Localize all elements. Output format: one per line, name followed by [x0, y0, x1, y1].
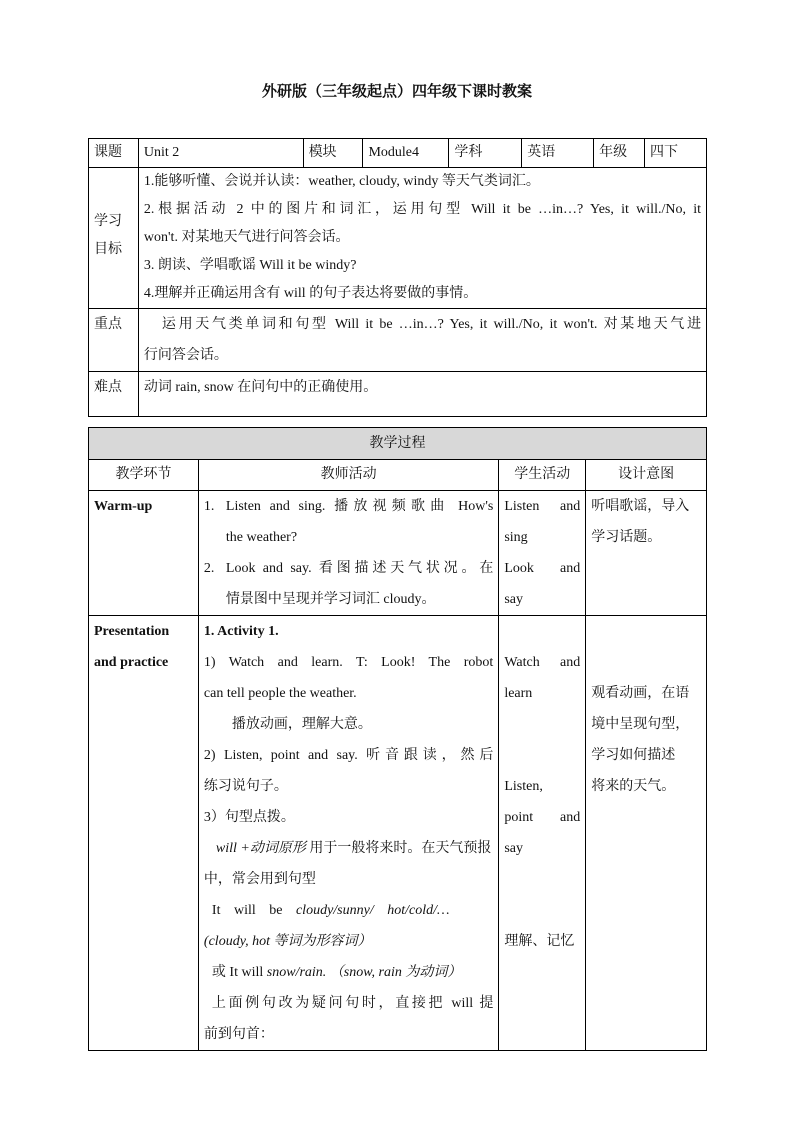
warmup-intent — [586, 491, 707, 616]
student-line: learn — [504, 686, 533, 701]
info-row — [89, 139, 707, 168]
key-points-line: 行问答会话。 — [143, 348, 228, 363]
header-intent: 设计意图 — [586, 460, 707, 491]
item-text: Listen and sing. 播放视频歌曲 How's — [225, 499, 494, 514]
page-title: 外研版（三年级起点）四年级下课时教案 — [261, 84, 532, 100]
teacher-line-part: will +动词原形 — [215, 841, 306, 856]
objectives-row — [89, 168, 707, 309]
key-points-line: 运用天气类单词和句型 Will it be …in…? Yes, it will./No, it won't. 对某地天气进 — [161, 317, 701, 332]
presentation-teacher — [198, 616, 498, 1051]
student-line: say — [504, 592, 523, 607]
spacer — [591, 616, 701, 678]
item-number: 2. — [203, 561, 215, 576]
teacher-line: 上面例句改为疑问句时，直接把 will 提 — [211, 996, 494, 1011]
objective-line: 1.能够听懂、会说并认读：weather, cloudy, windy 等天气类词汇。 — [143, 174, 540, 189]
teacher-line-part: snow/rain. — [266, 965, 327, 980]
item-text: Look and say. 看图描述天气状况。在 — [225, 561, 494, 576]
student-line: Listen, — [504, 779, 543, 794]
key-points-row — [89, 309, 707, 372]
grade-value: 四下 — [645, 139, 707, 168]
intent-line: 听唱歌谣，导入 — [591, 499, 690, 514]
teacher-line-part: 或 It will — [211, 965, 267, 980]
presentation-row — [89, 616, 707, 1051]
teacher-line — [204, 957, 493, 988]
objective-line: won't. 对某地天气进行问答会话。 — [143, 230, 350, 245]
header-teacher: 教师活动 — [198, 460, 498, 491]
teacher-line: 前到句首： — [203, 1027, 274, 1042]
teacher-line-part: 用于一般将来时。在天气预报 — [305, 841, 492, 856]
teacher-line-part: cloudy/sunny/ hot/cold/… — [295, 903, 450, 918]
intent-line: 将来的天气。 — [591, 779, 676, 794]
teacher-line: 2) Listen, point and say. 听音跟读，然后 — [203, 748, 494, 763]
intent-line: 学习如何描述 — [591, 748, 676, 763]
student-line: sing — [504, 530, 528, 545]
teaching-process-table — [88, 427, 707, 1051]
item-number: 1. — [203, 499, 215, 514]
header-student: 学生活动 — [499, 460, 586, 491]
grade-label: 年级 — [594, 139, 645, 168]
stage-line: and practice — [94, 655, 169, 670]
module-label: 模块 — [303, 139, 363, 168]
objectives-label — [89, 168, 139, 309]
teacher-line: 3）句型点拨。 — [203, 810, 295, 825]
key-points-label: 重点 — [89, 309, 139, 372]
warmup-student — [499, 491, 586, 616]
spacer — [504, 709, 580, 771]
objective-line: 4.理解并正确运用含有 will 的句子表达将要做的事情。 — [143, 286, 478, 301]
objectives-label-line: 目标 — [94, 242, 122, 257]
student-line: Look and — [504, 561, 581, 576]
teacher-line: 1) Watch and learn. T: Look! The robot — [203, 655, 494, 670]
item-text: 情景图中呈现并学习词汇 cloudy。 — [225, 592, 436, 607]
teacher-line: can tell people the weather. — [203, 686, 357, 701]
teacher-line: 练习说句子。 — [203, 779, 288, 794]
warmup-stage: Warm-up — [89, 491, 199, 616]
presentation-student — [499, 616, 586, 1051]
student-line: Watch and — [504, 655, 581, 670]
spacer — [504, 864, 580, 926]
process-header-row — [89, 460, 707, 491]
student-line: point and — [504, 810, 581, 825]
subject-label: 学科 — [449, 139, 522, 168]
teacher-line — [204, 833, 493, 864]
student-line: Listen and — [504, 499, 581, 514]
objective-line: 2.根据活动 2 中的图片和词汇，运用句型 Will it be …in…? Yes, it will./No, it — [143, 202, 701, 217]
spacer — [504, 616, 580, 647]
intent-line: 境中呈现句型， — [591, 717, 690, 732]
warmup-item — [204, 553, 493, 584]
teacher-line — [204, 895, 493, 926]
header-stage: 教学环节 — [89, 460, 199, 491]
difficulty-row — [89, 372, 707, 417]
subject-value: 英语 — [522, 139, 594, 168]
intent-line: 学习话题。 — [591, 530, 662, 545]
stage-line: Presentation — [94, 624, 170, 639]
lesson-info-table — [88, 138, 707, 417]
key-points-body — [138, 309, 706, 372]
difficulty-text: 动词 rain, snow 在问句中的正确使用。 — [138, 372, 706, 417]
objectives-label-line: 学习 — [94, 214, 122, 229]
student-line: say — [504, 841, 523, 856]
module-value: Module4 — [363, 139, 449, 168]
presentation-intent — [586, 616, 707, 1051]
item-text: the weather? — [225, 530, 298, 545]
activity-heading: 1. Activity 1. — [203, 624, 279, 639]
teacher-line: (cloudy, hot 等词为形容词） — [203, 934, 372, 949]
objective-line: 3. 朗读、学唱歌谣 Will it be windy? — [143, 258, 357, 273]
warmup-row — [89, 491, 707, 616]
difficulty-label: 难点 — [89, 372, 139, 417]
student-line: 理解、记忆 — [504, 934, 575, 949]
teacher-line-part: It will be — [211, 903, 296, 918]
teacher-line-part: （snow, rain 为动词） — [326, 965, 462, 980]
lesson-label: 课题 — [89, 139, 139, 168]
warmup-teacher — [198, 491, 498, 616]
teacher-line: 播放动画，理解大意。 — [231, 717, 372, 732]
process-bar: 教学过程 — [89, 428, 707, 460]
lesson-value: Unit 2 — [138, 139, 303, 168]
presentation-stage — [89, 616, 199, 1051]
warmup-item — [204, 491, 493, 522]
objectives-body — [138, 168, 706, 309]
teacher-line: 中，常会用到句型 — [203, 872, 316, 887]
intent-line: 观看动画，在语 — [591, 686, 690, 701]
